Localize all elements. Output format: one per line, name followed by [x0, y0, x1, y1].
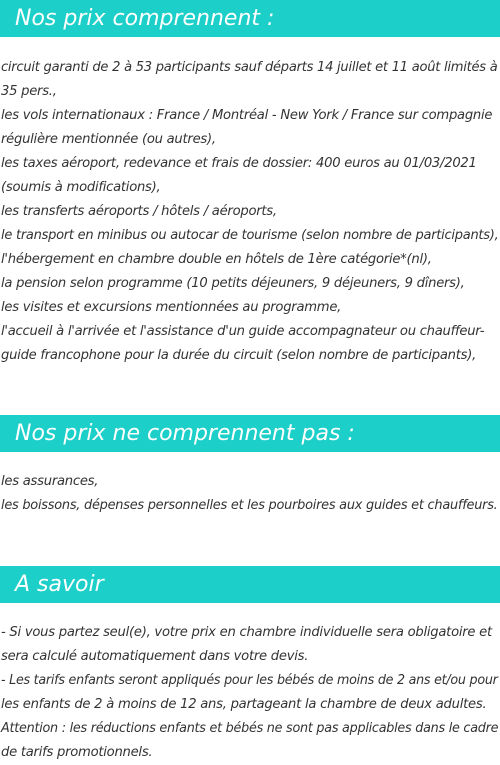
section-title: Nos prix comprennent :	[15, 6, 275, 31]
text-line: Attention : les réductions enfants et bébés ne sont pas applicables dans le cadre	[1, 721, 499, 736]
text-line: les visites et excursions mentionnées au programme,	[1, 300, 342, 315]
included-list	[1, 56, 500, 368]
text-line: circuit garanti de 2 à 53 participants sauf départs 14 juillet et 11 août limités à	[1, 60, 498, 75]
text-line: les vols internationaux : France / Montréal - New York / France sur compagnie	[1, 108, 493, 123]
text-line: 35 pers.,	[1, 84, 57, 99]
text-line: l'hébergement en chambre double en hôtels de 1ère catégorie*(nl),	[1, 252, 432, 267]
text-line: le transport en minibus ou autocar de tourisme (selon nombre de participants),	[1, 228, 499, 243]
text-line: régulière mentionnée (ou autres),	[1, 132, 216, 147]
text-line: les boissons, dépenses personnelles et les pourboires aux guides et chauffeurs.	[1, 498, 498, 513]
text-line: - Les tarifs enfants seront appliqués pour les bébés de moins de 2 ans et/ou pour	[1, 673, 498, 688]
text-line: sera calculé automatiquement dans votre devis.	[1, 649, 309, 664]
text-line: de tarifs promotionnels.	[1, 745, 153, 760]
section-header-not-included	[0, 415, 500, 452]
good-to-know-list	[1, 621, 500, 765]
text-line: (soumis à modifications),	[1, 180, 161, 195]
text-line: les transferts aéroports / hôtels / aéroports,	[1, 204, 277, 219]
text-line: les taxes aéroport, redevance et frais de dossier: 400 euros au 01/03/2021	[1, 156, 477, 171]
section-title: Nos prix ne comprennent pas :	[15, 421, 355, 446]
section-header-included	[0, 0, 500, 37]
text-line: les enfants de 2 à moins de 12 ans, partageant la chambre de deux adultes.	[1, 697, 487, 712]
text-line: les assurances,	[1, 474, 99, 489]
text-line: la pension selon programme (10 petits déjeuners, 9 déjeuners, 9 dîners),	[1, 276, 465, 291]
section-title: A savoir	[15, 572, 104, 597]
section-header-good-to-know	[0, 566, 500, 603]
not-included-list	[1, 470, 500, 518]
text-line: guide francophone pour la durée du circuit (selon nombre de participants),	[1, 348, 477, 363]
text-line: l'accueil à l'arrivée et l'assistance d'un guide accompagnateur ou chauffeur-	[1, 324, 485, 339]
text-line: - Si vous partez seul(e), votre prix en chambre individuelle sera obligatoire et	[1, 625, 492, 640]
